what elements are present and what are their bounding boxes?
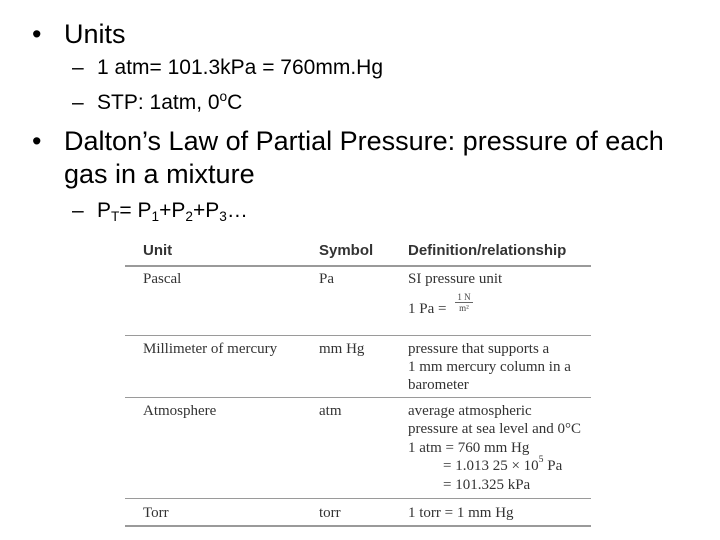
units-sub-atm bbox=[72, 55, 383, 81]
formula-p2: P bbox=[171, 199, 186, 222]
cell-symbol: Pa bbox=[319, 271, 334, 287]
dalton-line-1: Dalton’s Law of Partial Pressure: pressure of each bbox=[64, 126, 664, 156]
dalton-formula bbox=[72, 198, 248, 224]
formula-eq: = bbox=[119, 199, 138, 222]
table-bottom-rule bbox=[125, 525, 591, 527]
cell-symbol: mm Hg bbox=[319, 341, 365, 357]
cell-definition: average atmospheric bbox=[408, 403, 532, 419]
cell-definition-sci bbox=[443, 454, 563, 475]
cell-definition: 1 torr = 1 mm Hg bbox=[408, 505, 514, 521]
cell-symbol: atm bbox=[319, 403, 342, 419]
pressure-units-table bbox=[125, 242, 591, 528]
header-unit: Unit bbox=[143, 242, 173, 259]
fraction-numerator: 1 N bbox=[457, 292, 471, 302]
cell-definition: 1 mm mercury column in a bbox=[408, 359, 571, 375]
cell-definition: barometer bbox=[408, 377, 469, 393]
cell-definition: 1 atm = 760 mm Hg bbox=[408, 440, 530, 456]
bullet-dot: • bbox=[32, 19, 42, 49]
cell-unit: Pascal bbox=[143, 271, 182, 287]
formula-p: P bbox=[97, 199, 112, 222]
formula-sub-t: T bbox=[111, 209, 120, 224]
formula-sub-2: 2 bbox=[185, 209, 193, 224]
units-heading: Units bbox=[64, 19, 126, 49]
header-definition: Definition/relationship bbox=[408, 242, 567, 259]
cell-definition: SI pressure unit bbox=[408, 271, 503, 287]
dash: – bbox=[72, 56, 84, 79]
formula-plus: + bbox=[192, 199, 206, 222]
row-divider bbox=[125, 397, 591, 398]
cell-definition: pressure at sea level and 0°C bbox=[408, 421, 582, 437]
formula-p1: P bbox=[137, 199, 152, 222]
cell-definition: pressure that supports a bbox=[408, 341, 550, 357]
cell-unit: Torr bbox=[143, 505, 169, 521]
cell-definition-kpa: = 101.325 kPa bbox=[443, 477, 531, 493]
header-symbol: Symbol bbox=[319, 242, 374, 259]
units-sub-stp-text: STP: 1atm, 0 bbox=[97, 91, 220, 114]
cell-unit: Atmosphere bbox=[143, 403, 217, 419]
sci-exponent: 5 bbox=[538, 454, 544, 465]
formula-p3: P bbox=[205, 199, 220, 222]
cell-definition-eq: 1 Pa = bbox=[408, 301, 447, 317]
formula-sub-1: 1 bbox=[151, 209, 160, 224]
fraction-n-per-m2 bbox=[453, 292, 475, 313]
formula-sub-3: 3 bbox=[219, 209, 227, 224]
dalton-line-2: gas in a mixture bbox=[64, 159, 255, 189]
dash: – bbox=[72, 199, 84, 222]
formula-ellipsis: … bbox=[226, 199, 248, 222]
row-divider bbox=[125, 498, 591, 499]
cell-symbol: torr bbox=[319, 505, 341, 521]
formula-plus: + bbox=[159, 199, 172, 222]
fraction-denominator: m² bbox=[459, 303, 469, 313]
header-rule bbox=[125, 265, 591, 267]
sci-unit: Pa bbox=[543, 458, 563, 474]
units-sub-atm-text: 1 atm= 101.3kPa = 760mm.Hg bbox=[97, 56, 383, 79]
sci-mantissa: = 1.013 25 × 10 bbox=[443, 458, 539, 474]
row-divider bbox=[125, 335, 591, 336]
cell-unit: Millimeter of mercury bbox=[143, 341, 278, 357]
degree-mark: o bbox=[219, 89, 228, 104]
bullet-dot: • bbox=[32, 126, 42, 156]
units-sub-stp-unit: C bbox=[227, 91, 243, 114]
dash: – bbox=[72, 91, 84, 114]
units-sub-stp bbox=[72, 90, 242, 116]
